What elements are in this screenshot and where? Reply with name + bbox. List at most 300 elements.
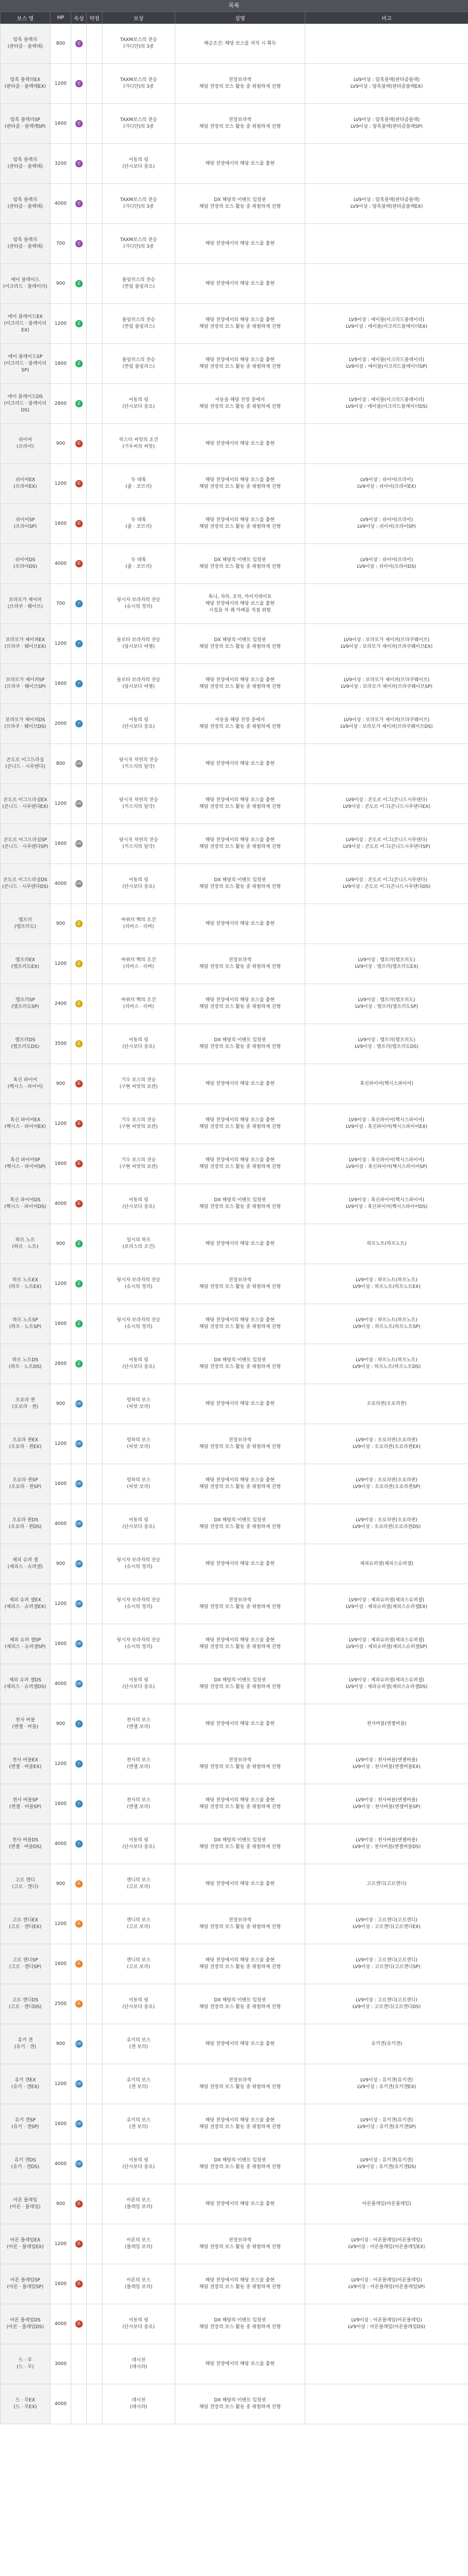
boss-name-cell: 엠프러 (엠프러도) <box>1 904 50 944</box>
note-cell: LV9이상 : 암흑블랙(판타즘블랙) LV9이상 : 암흑블랙(판타즘블랙EX) <box>305 184 468 224</box>
weak-cell <box>87 864 102 904</box>
element-badge: 화 <box>75 1160 83 1167</box>
table-row <box>1 504 468 544</box>
weak-cell <box>87 2304 102 2344</box>
hp-cell: 900 <box>50 1544 71 1584</box>
weak-cell <box>87 1104 102 1144</box>
reward-cell: 이동의 링 (단시보다 중요) <box>102 1024 175 1064</box>
note-cell: LV9이상 : 아몬플레임(아몬플레임) LV9이상 : 아몬플레임(아몬플레임SP) <box>305 2264 468 2304</box>
table-row <box>1 104 468 144</box>
note-cell: LV9이상 : 하프노트(하프노트) LV9이상 : 하프노트(하프노트DS) <box>305 1344 468 1384</box>
table-row <box>1 184 468 224</box>
boss-name-cell: 고르 캔디 (고르 · 캔디) <box>1 1864 50 1904</box>
weak-cell <box>87 1544 102 1584</box>
reward-cell: 바위터 핵의 조건 (리버스 · 리버) <box>102 984 175 1024</box>
note-cell: LV9이상 : 제피슈퍼셀(제피스슈퍼셀) LV9이상 : 제피슈퍼셀(제피스슈퍼셀EX) <box>305 1584 468 1624</box>
element-badge: 풍 <box>75 920 83 927</box>
table-row <box>1 464 468 504</box>
boss-table <box>0 11 468 2424</box>
boss-name-cell: 오로라 퀸DS (오로라 · 퀸DS) <box>1 1504 50 1544</box>
table-row <box>1 2144 468 2184</box>
hp-cell: 1600 <box>50 104 71 144</box>
description-cell: 해당 전장에서의 해당 보스를 출현 <box>175 1704 305 1744</box>
hp-cell: 1200 <box>50 784 71 824</box>
reward-cell: 당시자 자연의 전승 (키스지의 달각) <box>102 824 175 864</box>
hp-cell: 1200 <box>50 64 71 104</box>
element-badge: 화 <box>75 520 83 527</box>
element-badge: 화 <box>75 2000 83 2008</box>
weak-cell <box>87 2264 102 2304</box>
reward-cell: 데시전 (데시라) <box>102 2344 175 2384</box>
weak-cell <box>87 664 102 704</box>
weak-cell <box>87 24 102 64</box>
boss-name-cell: 암흑 블랙리 (판타즘 · 블랙레) <box>1 184 50 224</box>
description-cell: DX 해당의 이벤트 입장권 해당 전장의 보스 활동 중 위험하게 진행 <box>175 864 305 904</box>
note-cell: LV9이상 : 혹신파이어(헥시스파이어) LV9이상 : 혹신파이어(헥시스파이어DS) <box>305 1184 468 1224</box>
reward-cell: 두 대폭 (줄 · 코브리) <box>102 464 175 504</box>
table-row <box>1 2384 468 2424</box>
note-cell: LV9이상 : 제피슈퍼셀(제피스슈퍼셀) LV9이상 : 제피슈퍼셀(제피스슈퍼셀DS) <box>305 1664 468 1704</box>
weak-cell <box>87 2024 102 2064</box>
weak-cell <box>87 1624 102 1664</box>
note-cell: LV9이상 : 오로라퀸(오로라퀸) LV9이상 : 오로라퀸(오로라퀸SP) <box>305 1464 468 1504</box>
hp-cell: 800 <box>50 744 71 784</box>
weak-cell <box>87 504 102 544</box>
table-row <box>1 1264 468 1304</box>
weak-cell <box>87 264 102 304</box>
element-badge: 암 <box>75 80 83 87</box>
boss-name-cell: 천사 버블EX (엔젤 · 버블EX) <box>1 1744 50 1784</box>
element-badge: UE <box>75 1480 83 1488</box>
description-cell: 해당 전장에서의 해당 보스를 출현 <box>175 2184 305 2224</box>
element-badge: 수 <box>75 1720 83 1728</box>
hp-cell: 700 <box>50 584 71 624</box>
note-cell: LV9이상 : 고르캔디(고르캔디) LV9이상 : 고르캔디(고르캔디EX) <box>305 1904 468 1944</box>
boss-name-cell: 하프 노트SP (하프 · 노트SP) <box>1 1304 50 1344</box>
table-row <box>1 1824 468 1864</box>
table-row <box>1 544 468 584</box>
boss-name-cell: 유키 겐DS (유키 · 겐DS) <box>1 2144 50 2184</box>
table-row <box>1 2024 468 2064</box>
weak-cell <box>87 1184 102 1224</box>
weak-cell <box>87 464 102 504</box>
boss-name-cell: 암흑 블랙리 (판타즘 · 블랙레) <box>1 144 50 184</box>
element-badge: 암 <box>75 160 83 167</box>
boss-name-cell: 엠프러DS (엠프러도DS) <box>1 1024 50 1064</box>
note-cell: LV9이상 : 천사버블(엔젤버블) LV9이상 : 천사버블(엔젤버블DS) <box>305 1824 468 1864</box>
reward-cell: 이동의 링 (단시보다 중요) <box>102 1984 175 2024</box>
boss-name-cell: 보라모가 제이퍼DS (브라쿠 · 웨이브DS) <box>1 704 50 744</box>
table-row <box>1 64 468 104</box>
reward-cell: 아몬의 보스 (플레임 보리) <box>102 2184 175 2224</box>
description-cell: 해당 전장에서의 해당 보스를 출현 해당 전장의 보스 활동 중 위험하게 진행 <box>175 784 305 824</box>
hp-cell: 4000 <box>50 2384 71 2424</box>
reward-cell: 당시자 보라자의 전승 (슈시의 정리) <box>102 1584 175 1624</box>
table-row <box>1 2304 468 2344</box>
reward-cell: 캔디의 보스 (고르 보리) <box>102 1864 175 1904</box>
col-header-element: 속성 <box>71 12 87 24</box>
element-badge: UE <box>75 760 83 767</box>
reward-cell: 이동의 링 (단시보다 중요) <box>102 864 175 904</box>
reward-cell: 당시자 보라자의 전승 (슈시의 정리) <box>102 1264 175 1304</box>
element-cell <box>71 2344 87 2384</box>
boss-name-cell: 암흑 블랙리 (판타즘 · 블랙레) <box>1 224 50 264</box>
element-cell <box>71 2384 87 2424</box>
description-cell: 해당 전장에서의 해당 보스를 출현 해당 전장의 보스 활동 중 위험하게 진행 <box>175 1104 305 1144</box>
element-badge: 수 <box>75 1760 83 1768</box>
hp-cell: 1200 <box>50 1104 71 1144</box>
element-badge: UE <box>75 2080 83 2088</box>
reward-cell: 두 대폭 (줄 · 코브리) <box>102 544 175 584</box>
note-cell: LV9이상 : 혹신파이어(헥시스파이어) LV9이상 : 혹신파이어(헥시스파이어EX) <box>305 1104 468 1144</box>
description-cell: 해당 전장에서의 해당 보스를 출현 해당 전장의 보스 활동 중 위험하게 진행 <box>175 1784 305 1824</box>
hp-cell: 1200 <box>50 2224 71 2264</box>
element-cell <box>71 104 87 144</box>
boss-name-cell: 암흑 블랙리EX (판타즘 · 블랙레EX) <box>1 64 50 104</box>
element-cell <box>71 2304 87 2344</box>
boss-name-cell: 제피 슈퍼 셀SP (제피스 · 슈퍼셀SP) <box>1 1624 50 1664</box>
element-cell <box>71 384 87 424</box>
element-badge: UE <box>75 1400 83 1407</box>
note-cell <box>305 424 468 464</box>
element-cell <box>71 784 87 824</box>
element-cell <box>71 824 87 864</box>
element-badge: 수 <box>75 1800 83 1808</box>
element-cell <box>71 1064 87 1104</box>
element-badge: 화 <box>75 1920 83 1928</box>
weak-cell <box>87 2104 102 2144</box>
element-cell <box>71 1024 87 1064</box>
weak-cell <box>87 1584 102 1624</box>
weak-cell <box>87 224 102 264</box>
weak-cell <box>87 784 102 824</box>
element-cell <box>71 2264 87 2304</box>
description-cell: 해당 전장에서의 해당 보스를 출현 해당 전장의 보스 활동 중 위험하게 진행 <box>175 824 305 864</box>
table-row <box>1 1344 468 1384</box>
boss-name-cell: 오로라 퀸SP (오로라 · 퀸SP) <box>1 1464 50 1504</box>
description-cell: 해당 전장에서의 해당 보스를 출현 해당 전장의 보스 활동 중 위험하게 진행 <box>175 304 305 344</box>
boss-name-cell: 고르 캔디DS (고르 · 캔디DS) <box>1 1984 50 2024</box>
table-row <box>1 2264 468 2304</box>
reward-cell: TAXM보스의 전승 (가디안)의 3종 <box>102 224 175 264</box>
reward-cell: 유키의 보스 (겐 보리) <box>102 2024 175 2064</box>
description-cell: 해당 전장에서의 해당 보스를 출현 <box>175 2344 305 2384</box>
reward-cell: 캔디의 보스 (고르 보리) <box>102 1904 175 1944</box>
element-badge: UE <box>75 2040 83 2048</box>
description-cell: 해당 전장에서의 해당 보스를 출현 해당 전장의 보스 활동 중 위험하게 진행 <box>175 664 305 704</box>
hp-cell: 1200 <box>50 464 71 504</box>
element-badge: 화 <box>75 1880 83 1888</box>
description-cell: DX 해당의 이벤트 입장권 해당 전장의 보스 활동 중 위험하게 진행 <box>175 2144 305 2184</box>
table-row <box>1 2344 468 2384</box>
description-cell: 전장보라색 해당 전장의 보스 활동 중 위험하게 진행 <box>175 1744 305 1784</box>
weak-cell <box>87 144 102 184</box>
reward-cell: 유키의 보스 (겐 보리) <box>102 2064 175 2104</box>
weak-cell <box>87 1504 102 1544</box>
boss-name-cell: 보라모가 제이퍼 (브라쿠 · 웨이브) <box>1 584 50 624</box>
element-badge: 화 <box>75 480 83 487</box>
reward-cell: 돌보타 보라자의 전승 (당시보다 여행) <box>102 664 175 704</box>
note-cell: LV9이상 : 쉬이어(프라이) LV9이상 : 쉬이어(프라이DS) <box>305 544 468 584</box>
element-cell <box>71 744 87 784</box>
weak-cell <box>87 2184 102 2224</box>
note-cell: LV9이상 : 고르캔디(고르캔디) LV9이상 : 고르캔디(고르캔디DS) <box>305 1984 468 2024</box>
hp-cell: 1200 <box>50 1744 71 1784</box>
note-cell: LV9이상 : 쉬이어(프라이) LV9이상 : 쉬이어(프라이SP) <box>305 504 468 544</box>
description-cell: 전장보라색 해당 전장의 보스 활동 중 위험하게 진행 <box>175 944 305 984</box>
boss-name-cell: 에이 블레이드EX (이크리드 · 블레이더EX) <box>1 304 50 344</box>
hp-cell: 900 <box>50 1064 71 1104</box>
description-cell: 특니, 자라, 조차, 카이지레이포 해당 전장에서의 해당 보스를 출현 시설을 차 퀘 카페를 직접 위험 <box>175 584 305 624</box>
description-cell: 전장보라색 해당 전장의 보스 활동 중 위험하게 진행 <box>175 1424 305 1464</box>
hp-cell: 1600 <box>50 1464 71 1504</box>
element-cell <box>71 1344 87 1384</box>
reward-cell: 바위터 핵의 조건 (리버스 · 리버) <box>102 944 175 984</box>
boss-name-cell: 콘도르 이그드라실 (콘니드 · 시루텐다) <box>1 744 50 784</box>
weak-cell <box>87 904 102 944</box>
element-cell <box>71 1424 87 1464</box>
element-badge: 화 <box>75 2280 83 2288</box>
table-row <box>1 1304 468 1344</box>
boss-name-cell: 보라모가 제이퍼SP (브라쿠 · 웨이브SP) <box>1 664 50 704</box>
note-cell: 제피슈퍼셀(제피스슈퍼셀) <box>305 1544 468 1584</box>
element-badge: 풍 <box>75 1040 83 1047</box>
table-row <box>1 904 468 944</box>
table-row <box>1 984 468 1024</box>
reward-cell: 데시전 (데시라) <box>102 2384 175 2424</box>
element-cell <box>71 1104 87 1144</box>
element-cell <box>71 464 87 504</box>
element-cell <box>71 864 87 904</box>
boss-name-cell: 천사 버블 (엔젤 · 버블) <box>1 1704 50 1744</box>
hp-cell: 4000 <box>50 2304 71 2344</box>
description-cell: DX 해당의 이벤트 입장권 해당 전장의 보스 활동 중 위험하게 진행 <box>175 544 305 584</box>
weak-cell <box>87 424 102 464</box>
table-row <box>1 1784 468 1824</box>
table-row <box>1 1544 468 1584</box>
weak-cell <box>87 1424 102 1464</box>
boss-name-cell: 콘도르 이그드라실EX (콘니드 · 시루텐다EX) <box>1 784 50 824</box>
element-badge: UE <box>75 2120 83 2128</box>
element-badge: 화 <box>75 1200 83 1207</box>
description-cell: 해당 전장에서의 해당 보스를 출현 <box>175 1224 305 1264</box>
note-cell: LV9이상 : 하프노트(하프노트) LV9이상 : 하프노트(하프노트EX) <box>305 1264 468 1304</box>
element-cell <box>71 304 87 344</box>
element-badge: 수 <box>75 600 83 607</box>
table-row <box>1 584 468 624</box>
note-cell: LV9이상 : 엠프러(엠프러도) LV9이상 : 엠프러(엠프러도SP) <box>305 984 468 1024</box>
note-cell: LV9이상 : 아몬플레임(아몬플레임) LV9이상 : 아몬플레임(아몬플레임DS) <box>305 2304 468 2344</box>
description-cell: 해당 전장에서의 해당 보스를 출현 해당 전장의 보스 활동 중 위험하게 진행 <box>175 344 305 384</box>
hp-cell: 1600 <box>50 1944 71 1984</box>
description-cell: DX 해당의 이벤트 입장권 해당 전장의 보스 활동 중 위험하게 진행 <box>175 1824 305 1864</box>
table-row <box>1 1224 468 1264</box>
table-row <box>1 1184 468 1224</box>
element-badge: UE <box>75 1640 83 1648</box>
table-row <box>1 744 468 784</box>
reward-cell: 바위터 핵의 조건 (리버스 · 리버) <box>102 904 175 944</box>
hp-cell: 2800 <box>50 1344 71 1384</box>
element-cell <box>71 904 87 944</box>
description-cell: 해당 전장에서의 해당 보스를 출현 <box>175 2024 305 2064</box>
description-cell: 전장보라색 해당 전장의 보스 활동 중 위험하게 진행 <box>175 64 305 104</box>
element-cell <box>71 664 87 704</box>
hp-cell: 1200 <box>50 1264 71 1304</box>
description-cell: 해당 전장에서의 해당 보스를 출현 <box>175 144 305 184</box>
reward-cell: 당시자 보라자의 전승 (슈시의 정리) <box>102 1304 175 1344</box>
weak-cell <box>87 1784 102 1824</box>
reward-cell: 이동의 링 (단시보다 중요) <box>102 1344 175 1384</box>
hp-cell: 4000 <box>50 184 71 224</box>
hp-cell: 900 <box>50 1384 71 1424</box>
boss-name-cell: 고르 캔디EX (고르 · 캔디EX) <box>1 1904 50 1944</box>
description-cell: DX 해당의 이벤트 입장권 해당 전장의 보스 활동 중 위험하게 진행 <box>175 1984 305 2024</box>
weak-cell <box>87 1704 102 1744</box>
reward-cell: 아몬의 보스 (플레임 보리) <box>102 2264 175 2304</box>
weak-cell <box>87 2144 102 2184</box>
table-row <box>1 1024 468 1064</box>
element-badge: UE <box>75 2160 83 2168</box>
element-badge: 화 <box>75 440 83 447</box>
weak-cell <box>87 1264 102 1304</box>
table-body <box>1 24 468 2424</box>
hp-cell: 1600 <box>50 2264 71 2304</box>
hp-cell: 900 <box>50 264 71 304</box>
boss-name-cell: 아몬 플레임DS (아몬 · 플레임DS) <box>1 2304 50 2344</box>
element-badge: 수 <box>75 680 83 687</box>
reward-cell: 빙하의 보스 (씨앗 보리) <box>102 1464 175 1504</box>
element-badge: 풍 <box>75 1240 83 1247</box>
element-badge: 풍 <box>75 280 83 287</box>
table-row <box>1 704 468 744</box>
note-cell: LV9이상 : 암흑블랙(판타즘블랙) LV9이상 : 암흑블랙(판타즘블랙EX) <box>305 64 468 104</box>
note-cell: LV9이상 : 보라모가 제이퍼(브라쿠웨이브) LV9이상 : 보라모가 제이퍼(브라쿠웨이브SP) <box>305 664 468 704</box>
weak-cell <box>87 1464 102 1504</box>
boss-name-cell: 혹신 파이어 (헥시스 · 파이어) <box>1 1064 50 1104</box>
element-cell <box>71 1464 87 1504</box>
note-cell: LV9이상 : 고르캔디(고르캔디) LV9이상 : 고르캔디(고르캔디SP) <box>305 1944 468 1984</box>
element-cell <box>71 1624 87 1664</box>
boss-name-cell: 쉬이어EX (프라이EX) <box>1 464 50 504</box>
element-cell <box>71 1264 87 1304</box>
weak-cell <box>87 2224 102 2264</box>
hp-cell: 1600 <box>50 2104 71 2144</box>
table-row <box>1 1704 468 1744</box>
table-row <box>1 664 468 704</box>
description-cell: 전장보라색 해당 전장의 보스 활동 중 위험하게 진행 <box>175 1584 305 1624</box>
note-cell <box>305 264 468 304</box>
element-badge: 화 <box>75 2200 83 2208</box>
hp-cell: 4000 <box>50 864 71 904</box>
element-badge: UE <box>75 1440 83 1448</box>
note-cell <box>305 744 468 784</box>
element-badge: UE <box>75 880 83 887</box>
note-cell: 하프노트(하프노트) <box>305 1224 468 1264</box>
element-badge: UE <box>75 840 83 847</box>
element-badge: UE <box>75 800 83 807</box>
element-badge: UE <box>75 1600 83 1608</box>
element-badge: 풍 <box>75 1360 83 1367</box>
element-cell <box>71 944 87 984</box>
weak-cell <box>87 744 102 784</box>
weak-cell <box>87 544 102 584</box>
description-cell: 해당 전장에서의 해당 보스를 출현 <box>175 904 305 944</box>
hp-cell: 1600 <box>50 1304 71 1344</box>
boss-name-cell: 하프 노트EX (하프 · 노트EX) <box>1 1264 50 1304</box>
element-cell <box>71 224 87 264</box>
boss-name-cell: 하프 노트 (하프 · 노트) <box>1 1224 50 1264</box>
element-cell <box>71 264 87 304</box>
element-cell <box>71 2024 87 2064</box>
table-row <box>1 1584 468 1624</box>
note-cell: 혹신파이어(헥시스파이어) <box>305 1064 468 1104</box>
hp-cell: 1600 <box>50 1784 71 1824</box>
weak-cell <box>87 1904 102 1944</box>
description-cell: 해당 전장에서의 해당 보스를 출현 <box>175 1864 305 1904</box>
reward-cell: 이동의 링 (단시보다 중요) <box>102 144 175 184</box>
boss-name-cell: 제피 슈퍼 셀DS (제피스 · 슈퍼셀DS) <box>1 1664 50 1704</box>
hp-cell: 4000 <box>50 1504 71 1544</box>
reward-cell: 이동의 링 (단시보다 중요) <box>102 704 175 744</box>
hp-cell: 1600 <box>50 1144 71 1184</box>
hp-cell: 1600 <box>50 824 71 864</box>
table-row <box>1 824 468 864</box>
col-header-name: 보스 명 <box>1 12 50 24</box>
note-cell: LV9이상 : 오로라퀸(오로라퀸) LV9이상 : 오로라퀸(오로라퀸EX) <box>305 1424 468 1464</box>
reward-cell: 기수 보스의 전승 (구현 씨앗의 보관) <box>102 1144 175 1184</box>
description-cell: DX 해당의 이벤트 입장권 해당 전장의 보스 활동 중 위험하게 진행 <box>175 1024 305 1064</box>
table-row <box>1 864 468 904</box>
element-cell <box>71 2184 87 2224</box>
hp-cell: 900 <box>50 2184 71 2224</box>
note-cell: LV9이상 : 콘도르 이그(콘니드시루텐다) LV9이상 : 콘도르 이그(콘니드시루텐다EX) <box>305 784 468 824</box>
table-row <box>1 1984 468 2024</box>
description-cell: 해당 전장에서의 해당 보스를 출현 <box>175 1384 305 1424</box>
description-cell: 해당 전장에서의 해당 보스를 출현 해당 전장의 보스 활동 중 위험하게 진행 <box>175 504 305 544</box>
table-row <box>1 1944 468 1984</box>
reward-cell: 이동의 링 (단시보다 중요) <box>102 1184 175 1224</box>
element-cell <box>71 704 87 744</box>
description-cell: DX 해당의 이벤트 입장권 해당 전장의 보스 활동 중 위험하게 진행 <box>175 1344 305 1384</box>
weak-cell <box>87 1944 102 1984</box>
boss-name-cell: 천사 버블SP (엔젤 · 버블SP) <box>1 1784 50 1824</box>
description-cell: 전장보라색 해당 전장의 보스 활동 중 위험하게 진행 <box>175 104 305 144</box>
element-badge: 풍 <box>75 1320 83 1327</box>
description-cell: DX 해당의 이벤트 입장권 해당 전장의 보스 활동 중 위험하게 진행 <box>175 1504 305 1544</box>
description-cell: 해당 전장에서의 해당 보스를 출현 <box>175 424 305 464</box>
note-cell: 천사버블(엔젤버블) <box>305 1704 468 1744</box>
note-cell: LV9이상 : 암흑블랙(판타즘블랙) LV9이상 : 암흑블랙(판타즘블랙SP) <box>305 104 468 144</box>
table-row <box>1 424 468 464</box>
hp-cell: 1200 <box>50 1424 71 1464</box>
hp-cell: 2800 <box>50 384 71 424</box>
weak-cell <box>87 2384 102 2424</box>
element-badge: 화 <box>75 2320 83 2328</box>
reward-cell: 유키의 보스 (겐 보리) <box>102 2104 175 2144</box>
note-cell: LV9이상 : 아몬플레임(아몬플레임) LV9이상 : 아몬플레임(아몬플레임EX) <box>305 2224 468 2264</box>
element-badge: 풍 <box>75 400 83 407</box>
col-header-desc: 설명 <box>175 12 305 24</box>
boss-name-cell: 오로라 퀸 (오로라 · 퀸) <box>1 1384 50 1424</box>
hp-cell: 1200 <box>50 2064 71 2104</box>
boss-name-cell: 에이 블레이드 (이크리드 · 블레이더) <box>1 264 50 304</box>
hp-cell: 4000 <box>50 544 71 584</box>
note-cell: 오로라퀸(오로라퀸) <box>305 1384 468 1424</box>
reward-cell: TAXM보스의 전승 (가디안)의 3종 <box>102 184 175 224</box>
boss-name-cell: 고르 캔디SP (고르 · 캔디SP) <box>1 1944 50 1984</box>
element-cell <box>71 184 87 224</box>
reward-cell: TAXM보스의 전승 (가디안)의 3종 <box>102 64 175 104</box>
